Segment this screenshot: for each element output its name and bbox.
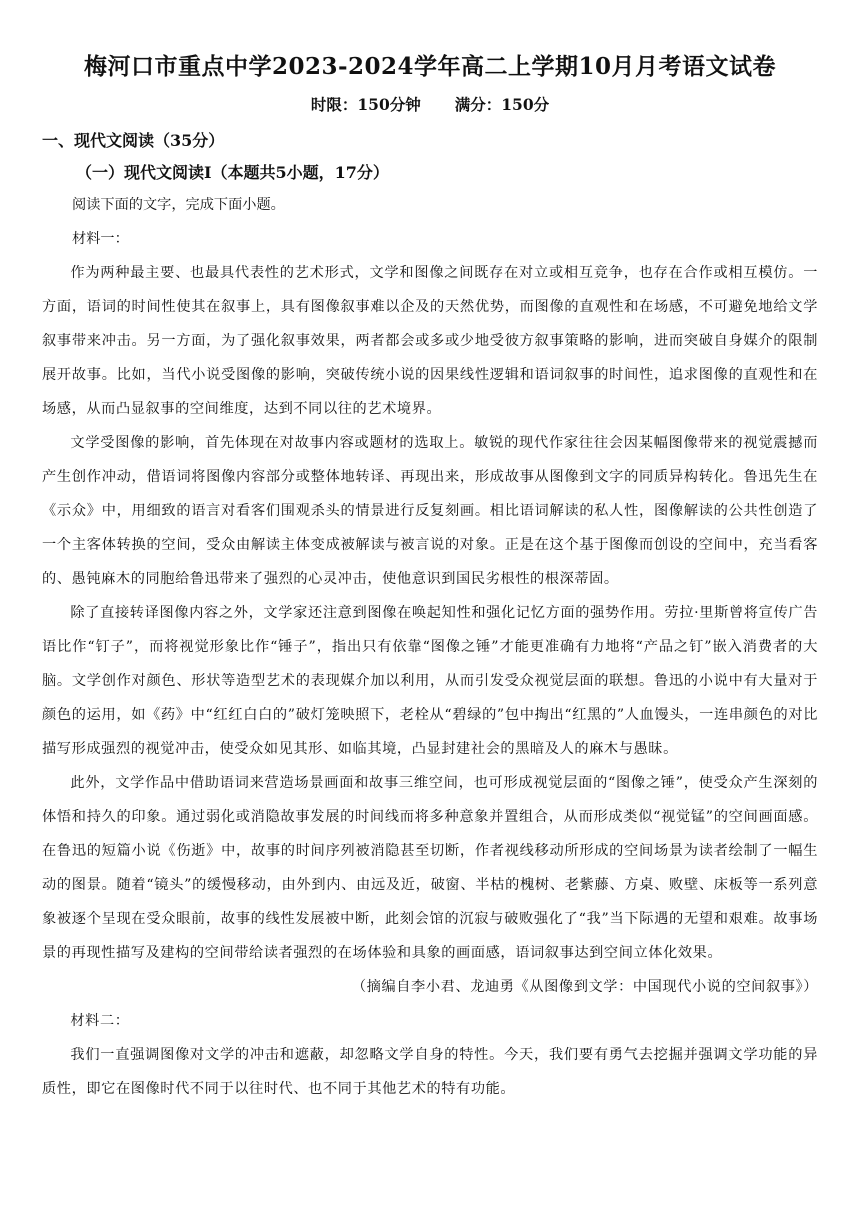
exam-info <box>0 93 860 115</box>
material1-source: （摘编自李小君、龙迪勇《从图像到文学：中国现代小说的空间叙事》） <box>351 979 818 995</box>
paragraph: 此外，文学作品中借助语词来营造场景画面和故事三维空间，也可形成视觉层面的“图像之锤”，使受众产生深刻的体悟和持久的印象。通过弱化或消隐故事发展的时间线而将多种意象并置组合，从而形成类似“视觉锰”的空间画面感。在鲁迅的短篇小说《伤逝》中，故事的时间序列被消隐甚至切断，作者视线移动所形成的空间场景为读者绘制了一幅生动的图景。随着“镜头”的缓慢移动，由外到内、由远及近，破窗、半枯的槐树、老紫藤、方桌、败壁、床板等一系列意象被逐个呈现在受众眼前，故事的线性发展被中断，此刻会馆的沉寂与破败强化了“我”当下际遇的无望和艰难。故事场景的再现性描写及建构的空间带给读者强烈的在场体验和具象的画面感，语词叙事达到空间立体化效果。 <box>42 775 818 961</box>
paragraph: 文学受图像的影响，首先体现在对故事内容或题材的选取上。敏锐的现代作家往往会因某幅图像带来的视觉震撼而产生创作冲动，借语词将图像内容部分或整体地转译、再现出来，形成故事从图像到文字的同质异构转化。鲁迅先生在《示众》中，用细致的语言对看客们围观杀头的情景进行反复刻画。相比语词解读的私人性，图像解读的公共性创造了一个主客体转换的空间，受众由解读主体变成被解读与被言说的对象。正是在这个基于图像而创设的空间中，充当看客的、愚钝麻木的同胞给鲁迅带来了强烈的心灵冲击，使他意识到国民劣根性的根深蒂固。 <box>42 435 818 587</box>
section-heading: 一、现代文阅读（35分） <box>42 131 225 150</box>
paragraph: 我们一直强调图像对文学的冲击和遮蔽，却忽略文学自身的特性。今天，我们要有勇气去挖掘并强调文学功能的异质性，即它在图像时代不同于以往时代、也不同于其他艺术的特有功能。 <box>42 1047 818 1097</box>
full-score: 满分：150分 <box>454 95 550 114</box>
subsection-heading: （一）现代文阅读Ⅰ（本题共5小题，17分） <box>76 163 389 182</box>
paragraph: 除了直接转译图像内容之外，文学家还注意到图像在唤起知性和强化记忆方面的强势作用。劳拉·里斯曾将宣传广告语比作“钉子”，而将视觉形象比作“锤子”，指出只有依靠“图像之锤”才能更准确有力地将“产品之钉”嵌入消费者的大脑。文学创作对颜色、形状等造型艺术的表现媒介加以利用，从而引发受众视觉层面的联想。鲁迅的小说中有大量对于颜色的运用，如《药》中“红红白白的”破灯笼映照下，老栓从“碧绿的”包中掏出“红黑的”人血馒头，一连串颜色的对比描写形成强烈的视觉冲击，使受众如见其形、如临其境，凸显封建社会的黑暗及人的麻木与愚昧。 <box>42 605 818 757</box>
instruction-text: 阅读下面的文字，完成下面小题。 <box>72 197 285 213</box>
reading-passage <box>42 256 818 1106</box>
material1-label: 材料一： <box>72 231 129 247</box>
paragraph: 作为两种最主要、也最具代表性的艺术形式，文学和图像之间既存在对立或相互竞争，也存在合作或相互模仿。一方面，语词的时间性使其在叙事上，具有图像叙事难以企及的天然优势，而图像的直观性和在场感，不可避免地给文学叙事带来冲击。另一方面，为了强化叙事效果，两者都会或多或少地受彼方叙事策略的影响，进而突破自身媒介的限制展开故事。比如，当代小说受图像的影响，突破传统小说的因果线性逻辑和语词叙事的时间性，追求图像的直观性和在场感，从而凸显叙事的空间维度，达到不同以往的艺术境界。 <box>42 265 818 417</box>
exam-title: 梅河口市重点中学2023-2024学年高二上学期10月月考语文试卷 <box>83 53 777 80</box>
time-limit: 时限：150分钟 <box>310 95 421 114</box>
material2-label: 材料二： <box>70 1013 130 1029</box>
